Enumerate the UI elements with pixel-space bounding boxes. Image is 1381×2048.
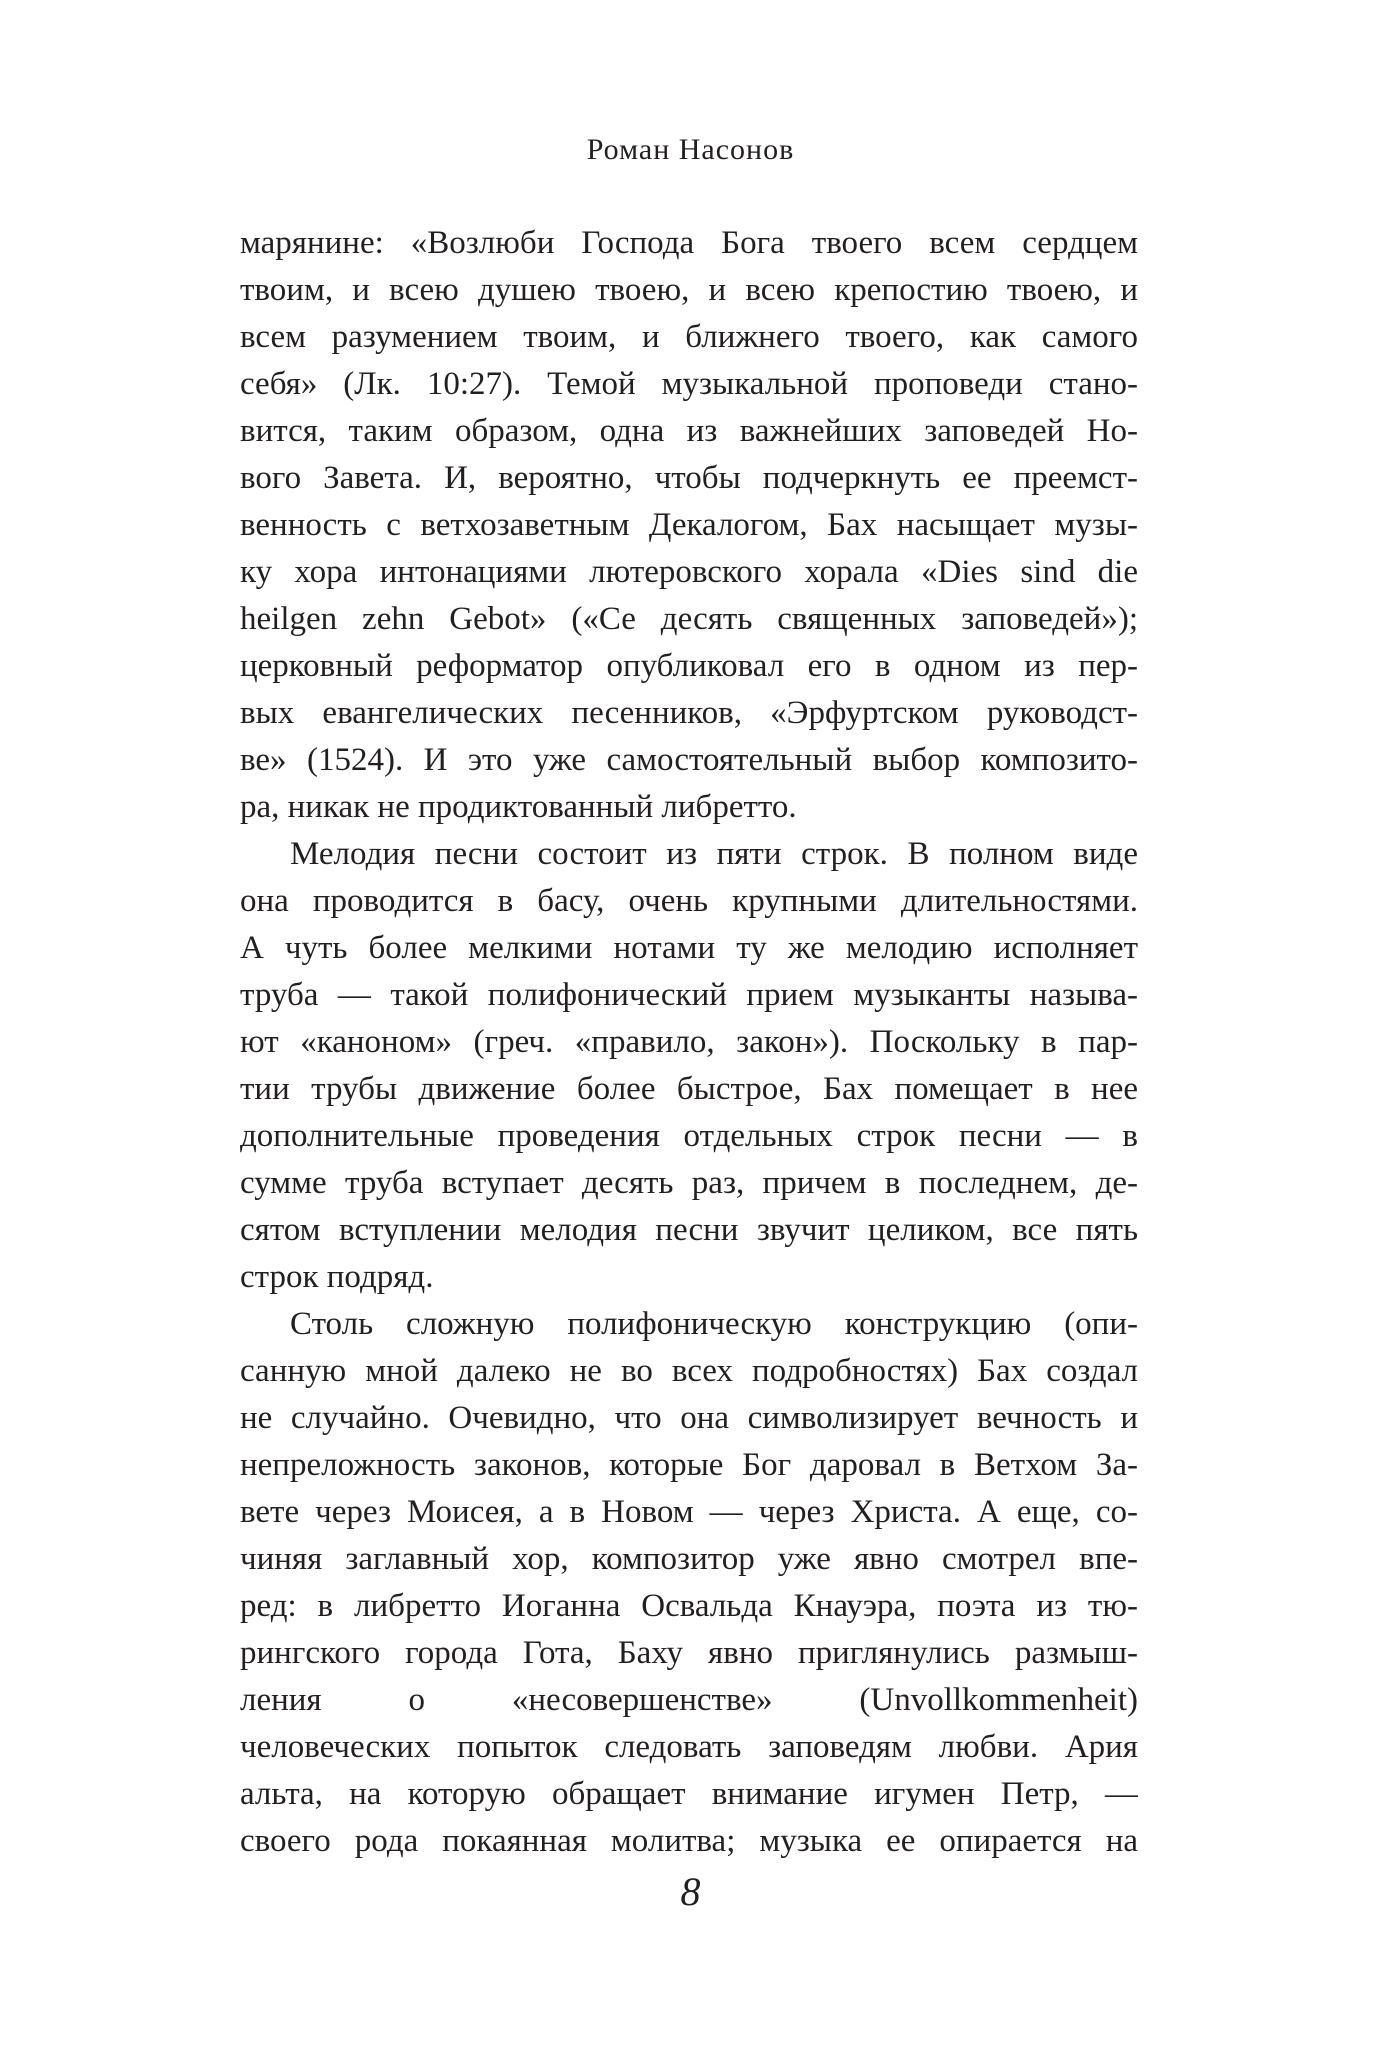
text-line: вых евангелических песенников, «Эрфуртском руководст- bbox=[240, 695, 1138, 731]
text-line: вете через Моисея, а в Новом — через Христа. А еще, со- bbox=[240, 1494, 1138, 1530]
text-line: heilgen zehn Gebot» («Се десять священных заповедей»); bbox=[240, 601, 1138, 637]
text-line: твоим, и всею душею твоею, и всею крепостию твоею, и bbox=[240, 272, 1138, 308]
running-head: Роман Насонов bbox=[586, 133, 795, 166]
text-line: дополнительные проведения отдельных строк песни — в bbox=[240, 1118, 1138, 1154]
text-line: церковный реформатор опубликовал его в одном из пер- bbox=[240, 648, 1138, 684]
text-line: марянине: «Возлюби Господа Бога твоего всем сердцем bbox=[240, 225, 1138, 261]
page-number: 8 bbox=[680, 1869, 701, 1914]
text-line: Столь сложную полифоническую конструкцию (опи- bbox=[290, 1306, 1138, 1342]
text-line: всем разумением твоим, и ближнего твоего, как самого bbox=[240, 319, 1138, 355]
text-line: ют «каноном» (греч. «правило, закон»). Поскольку в пар- bbox=[240, 1024, 1138, 1060]
text-line: вого Завета. И, вероятно, чтобы подчеркнуть ее преемст- bbox=[240, 460, 1138, 496]
text-line: сятом вступлении мелодия песни звучит целиком, все пять bbox=[240, 1212, 1138, 1248]
text-line: человеческих попыток следовать заповедям любви. Ария bbox=[240, 1729, 1138, 1765]
body-text bbox=[240, 220, 1138, 1865]
text-line: она проводится в басу, очень крупными длительностями. bbox=[240, 883, 1138, 919]
text-line: чиняя заглавный хор, композитор уже явно смотрел впе- bbox=[240, 1541, 1138, 1577]
text-line: А чуть более мелкими нотами ту же мелодию исполняет bbox=[240, 930, 1138, 966]
text-line: Мелодия песни состоит из пяти строк. В полном виде bbox=[290, 836, 1138, 872]
text-line: сумме труба вступает десять раз, причем в последнем, де- bbox=[240, 1165, 1138, 1201]
text-line: не случайно. Очевидно, что она символизирует вечность и bbox=[240, 1400, 1138, 1436]
text-line: ления о «несовершенстве» (Unvollkommenheit) bbox=[240, 1682, 1138, 1718]
text-line: вится, таким образом, одна из важнейших заповедей Но- bbox=[240, 413, 1138, 449]
text-line: тии трубы движение более быстрое, Бах помещает в нее bbox=[240, 1071, 1138, 1107]
text-line: ред: в либретто Иоганна Освальда Кнауэра, поэта из тю- bbox=[240, 1588, 1138, 1624]
text-line: ра, никак не продиктованный либретто. bbox=[240, 789, 797, 825]
text-line: санную мной далеко не во всех подробностях) Бах создал bbox=[240, 1353, 1138, 1389]
text-line: себя» (Лк. 10:27). Темой музыкальной проповеди стано- bbox=[240, 366, 1138, 402]
text-line: ку хора интонациями лютеровского хорала «Dies sind die bbox=[240, 554, 1138, 590]
text-line: своего рода покаянная молитва; музыка ее опирается на bbox=[240, 1823, 1138, 1859]
text-line: рингского города Гота, Баху явно приглянулись размыш- bbox=[240, 1635, 1138, 1671]
text-line: альта, на которую обращает внимание игумен Петр, — bbox=[240, 1776, 1138, 1812]
text-line: труба — такой полифонический прием музыканты называ- bbox=[240, 977, 1138, 1013]
text-line: венность с ветхозаветным Декалогом, Бах насыщает музы- bbox=[240, 507, 1138, 543]
text-line: непреложность законов, которые Бог даровал в Ветхом За- bbox=[240, 1447, 1138, 1483]
text-line: строк подряд. bbox=[240, 1259, 434, 1295]
text-line: ве» (1524). И это уже самостоятельный выбор композито- bbox=[240, 742, 1138, 778]
